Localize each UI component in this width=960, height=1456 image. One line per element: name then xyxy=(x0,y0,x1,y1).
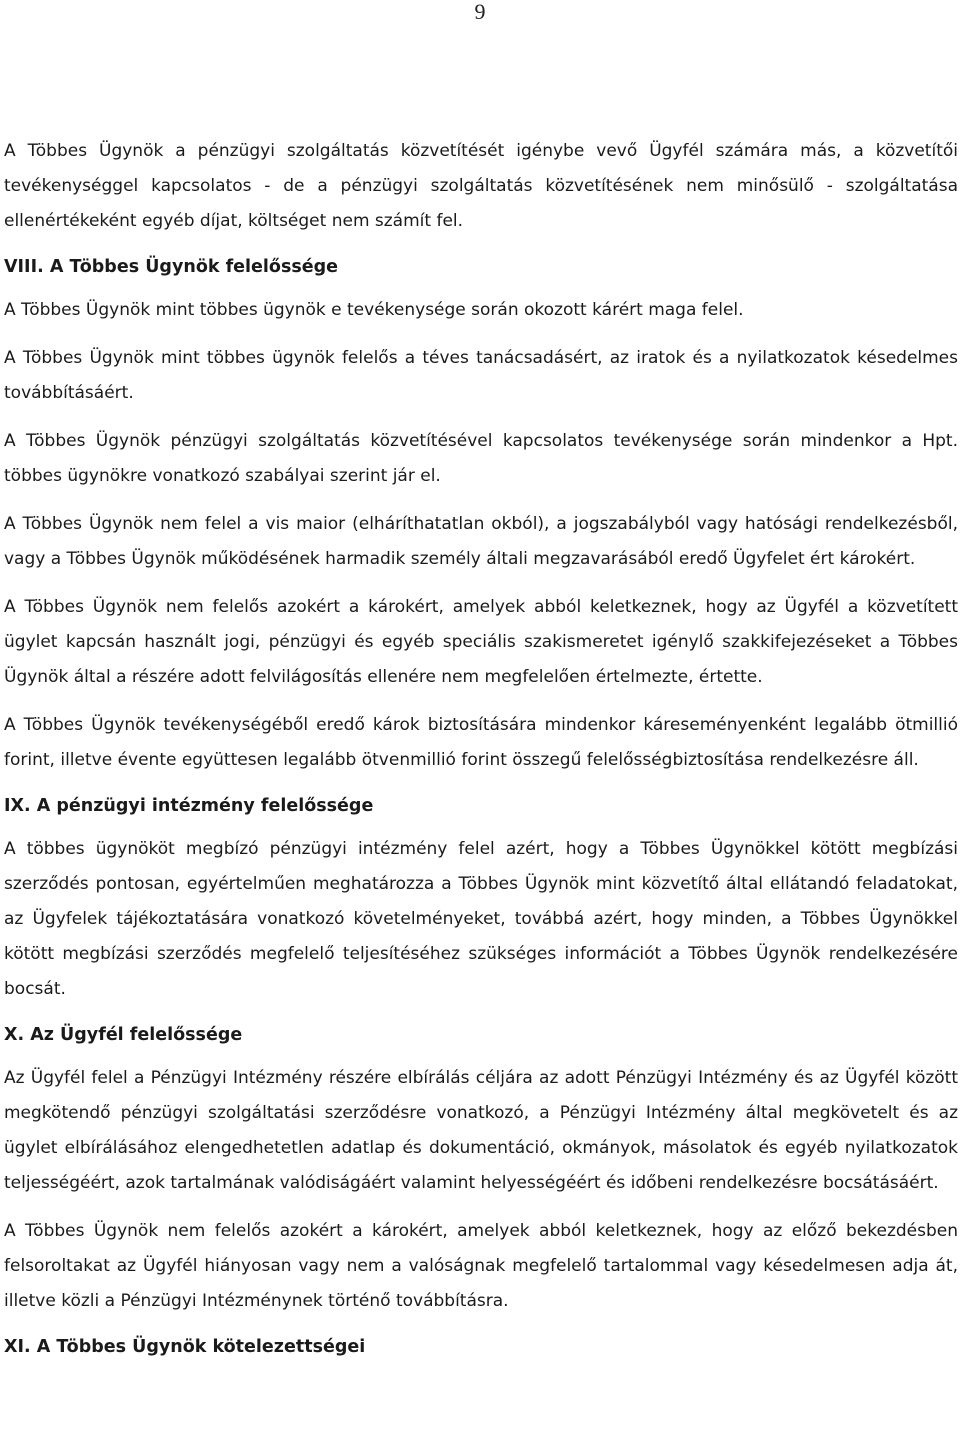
document-body xyxy=(4,134,958,1373)
paragraph-client-liability: Az Ügyfél felel a Pénzügyi Intézmény részére elbírálás céljára az adott Pénzügyi Intézmény és az Ügyfél között megkötendő pénzügyi szolgáltatási szerződésre vonatkozó, a Pénzügyi Intézmény által megkövetelt és az ügylet elbírálásához elengedhetetlen adatlap és dokumentáció, okmányok, másolatok és egyéb nyilatkozatok teljességéért, azok tartalmának valódiságáért valamint helyességéért és időbeni rendelkezésre bocsátásáért. xyxy=(4,1068,958,1193)
paragraph-client-incomplete: A Többes Ügynök nem felelős azokért a károkért, amelyek abból keletkeznek, hogy az előző bekezdésben felsoroltakat az Ügyfél hiányosan vagy nem a valóságnak megfelelő tartalommal vagy késedelmesen adja át, illetve közli a Pénzügyi Intézménynek történő továbbításra. xyxy=(4,1221,958,1311)
section-number: XI. xyxy=(4,1337,31,1357)
section-heading-ix xyxy=(4,791,958,821)
section-title: A Többes Ügynök felelőssége xyxy=(49,257,339,277)
paragraph-institution-liability: A többes ügynököt megbízó pénzügyi intézmény felel azért, hogy a Többes Ügynökkel kötött megbízási szerződés pontosan, egyértelműen meghatározza a Többes Ügynök mint közvetítő által ellátandó feladatokat, az Ügyfelek tájékoztatására vonatkozó követelményeket, továbbá azért, hogy minden, a Többes Ügynökkel kötött megbízási szerződés megfelelő teljesítéséhez szükséges információt a Többes Ügynök rendelkezésére bocsát. xyxy=(4,839,958,999)
paragraph-liability-damage: A Többes Ügynök mint többes ügynök e tevékenysége során okozott kárért maga felel. xyxy=(4,300,744,320)
paragraph-insurance: A Többes Ügynök tevékenységéből eredő károk biztosítására mindenkor káreseményenként legalább ötmillió forint, illetve évente együttesen legalább ötvenmillió forint összegű felelősségbiztosítása rendelkezésre áll. xyxy=(4,715,958,770)
section-title: A Többes Ügynök kötelezettségei xyxy=(36,1337,366,1357)
section-number: X. xyxy=(4,1025,25,1045)
paragraph-liability-advice: A Többes Ügynök mint többes ügynök felelős a téves tanácsadásért, az iratok és a nyilatkozatok késedelmes továbbításáért. xyxy=(4,348,958,403)
paragraph-fees: A Többes Ügynök a pénzügyi szolgáltatás közvetítését igénybe vevő Ügyfél számára más, a közvetítői tevékenységgel kapcsolatos - de a pénzügyi szolgáltatás közvetítésének nem minősülő - szolgáltatása ellenértékeként egyéb díjat, költséget nem számít fel. xyxy=(4,141,958,231)
section-heading-xi xyxy=(4,1332,958,1362)
section-heading-x xyxy=(4,1020,958,1050)
page-number: 9 xyxy=(474,0,486,24)
paragraph-vis-maior: A Többes Ügynök nem felel a vis maior (elháríthatatlan okból), a jogszabályból vagy hatósági rendelkezésből, vagy a Többes Ügynök működésének harmadik személy általi megzavarásából eredő Ügyfelet ért károkért. xyxy=(4,514,958,569)
section-number: IX. xyxy=(4,796,31,816)
section-title: Az Ügyfél felelőssége xyxy=(30,1025,243,1045)
section-number: VIII. xyxy=(4,257,44,277)
section-heading-viii xyxy=(4,252,958,282)
section-title: A pénzügyi intézmény felelőssége xyxy=(36,796,374,816)
paragraph-hpt-rules: A Többes Ügynök pénzügyi szolgáltatás közvetítésével kapcsolatos tevékenysége során mindenkor a Hpt. többes ügynökre vonatkozó szabályai szerint jár el. xyxy=(4,431,958,486)
paragraph-terminology: A Többes Ügynök nem felelős azokért a károkért, amelyek abból keletkeznek, hogy az Ügyfél a közvetített ügylet kapcsán használt jogi, pénzügyi és egyéb speciális szakismeretet igénylő szakkifejezéseket a Többes Ügynök által a részére adott felvilágosítás ellenére nem megfelelően értelmezte, értette. xyxy=(4,597,958,687)
